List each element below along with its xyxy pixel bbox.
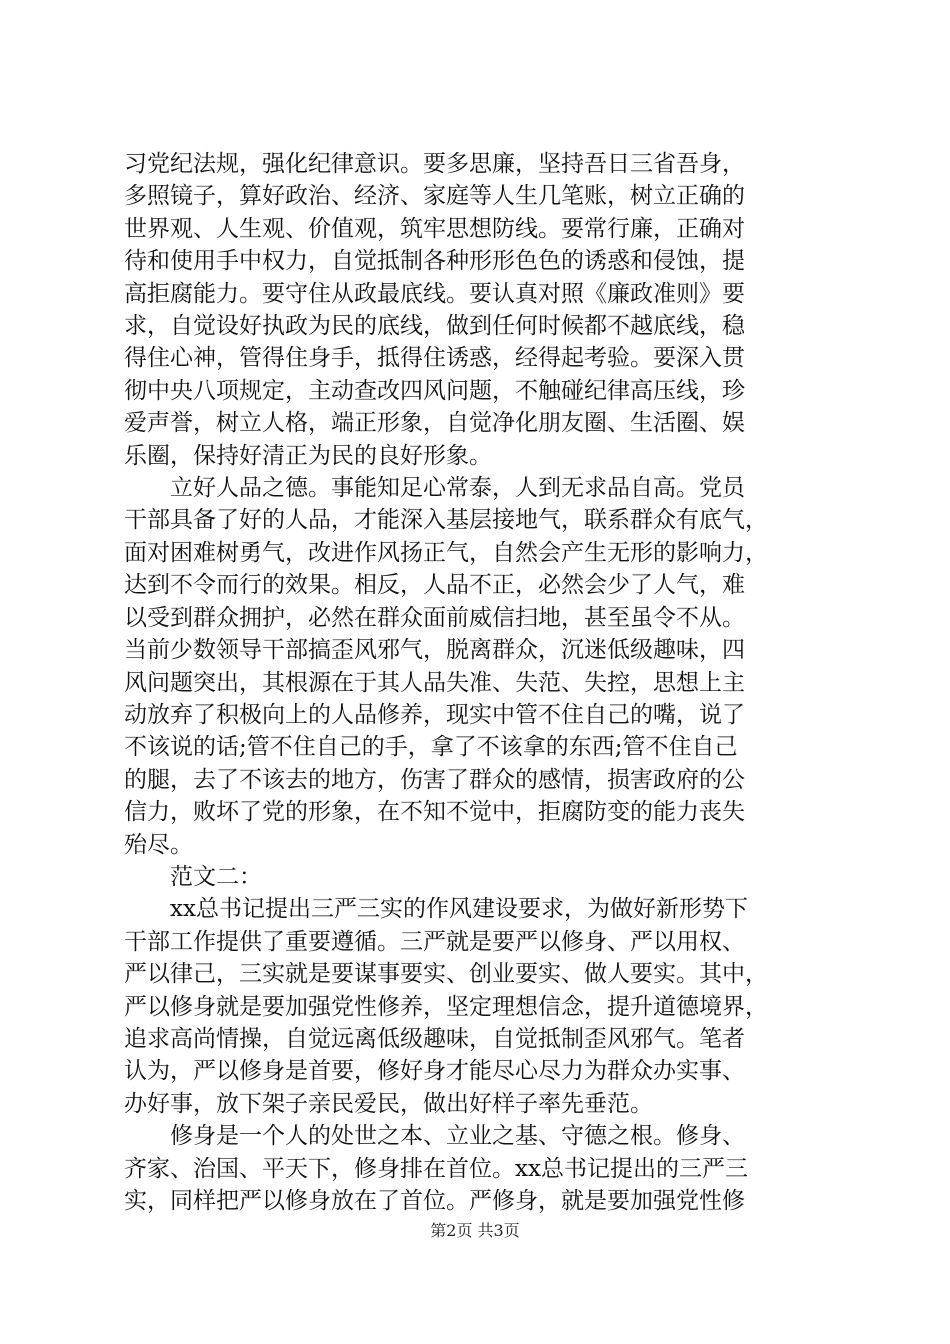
text-line: 待和使用手中权力，自觉抵制各种形形色色的诱惑和侵蚀，提 <box>124 248 745 275</box>
paragraph-start-line: 修身是一个人的处世之本、立业之基、守德之根。修身、 <box>170 1123 745 1150</box>
text-line: 信力，败坏了党的形象，在不知不觉中，拒腐防变的能力丧失 <box>124 799 745 826</box>
text-line: 办好事，放下架子亲民爱民，做出好样子率先垂范。 <box>124 1090 653 1117</box>
text-line: 干部具备了好的人品，才能深入基层接地气，联系群众有底气， <box>124 507 768 534</box>
text-line: 的腿，去了不该去的地方，伤害了群众的感情，损害政府的公 <box>124 766 745 793</box>
text-line: 世界观、人生观、价值观，筑牢思想防线。要常行廉，正确对 <box>124 215 745 242</box>
text-line: 乐圈，保持好清正为民的良好形象。 <box>124 442 492 469</box>
text-line: 动放弃了积极向上的人品修养，现实中管不住自己的嘴，说了 <box>124 701 745 728</box>
text-line: 殆尽。 <box>124 831 193 858</box>
text-line: 严以律己，三实就是要谋事要实、创业要实、做人要实。其中， <box>124 961 768 988</box>
text-line: 求，自觉设好执政为民的底线，做到任何时候都不越底线，稳 <box>124 313 745 340</box>
text-line: 达到不令而行的效果。相反，人品不正，必然会少了人气，难 <box>124 572 745 599</box>
section-heading: 范文二： <box>170 863 262 890</box>
text-line: 高拒腐能力。要守住从政最底线。要认真对照《廉政准则》要 <box>124 280 745 307</box>
text-line: 习党纪法规，强化纪律意识。要多思廉，坚持吾日三省吾身， <box>124 151 745 177</box>
text-line: 以受到群众拥护，必然在群众面前威信扫地，甚至虽令不从。 <box>124 604 745 631</box>
text-line: 齐家、治国、平天下，修身排在首位。xx总书记提出的三严三 <box>124 1155 748 1182</box>
page-footer: 第2页 共3页 <box>430 1221 520 1240</box>
text-line: 面对困难树勇气，改进作风扬正气，自然会产生无形的影响力， <box>124 539 768 566</box>
text-line: 不该说的话;管不住自己的手，拿了不该拿的东西;管不住自己 <box>124 734 738 761</box>
text-line: 风问题突出，其根源在于其人品失准、失范、失控，思想上主 <box>124 669 745 696</box>
paragraph-start-line: xx总书记提出三严三实的作风建设要求，为做好新形势下 <box>170 896 748 923</box>
text-line: 干部工作提供了重要遵循。三严就是要严以修身、严以用权、 <box>124 928 745 955</box>
text-line: 多照镜子，算好政治、经济、家庭等人生几笔账，树立正确的 <box>124 183 745 210</box>
text-line: 当前少数领导干部搞歪风邪气，脱离群众，沉迷低级趣味，四 <box>124 637 745 664</box>
text-line: 认为，严以修身是首要，修好身才能尽心尽力为群众办实事、 <box>124 1058 745 1085</box>
text-line: 严以修身就是要加强党性修养，坚定理想信念，提升道德境界， <box>124 993 768 1020</box>
text-line: 得住心神，管得住身手，抵得住诱惑，经得起考验。要深入贯 <box>124 345 745 372</box>
text-line: 实，同样把严以修身放在了首位。严修身，就是要加强党性修 <box>124 1188 745 1214</box>
document-body <box>124 148 834 1217</box>
text-line: 追求高尚情操，自觉远离低级趣味，自觉抵制歪风邪气。笔者 <box>124 1025 745 1052</box>
text-line: 彻中央八项规定，主动查改四风问题，不触碰纪律高压线，珍 <box>124 377 745 404</box>
paragraph-start-line: 立好人品之德。事能知足心常泰，人到无求品自高。党员 <box>170 475 745 502</box>
text-line: 爱声誉，树立人格，端正形象，自觉净化朋友圈、生活圈、娱 <box>124 410 745 437</box>
